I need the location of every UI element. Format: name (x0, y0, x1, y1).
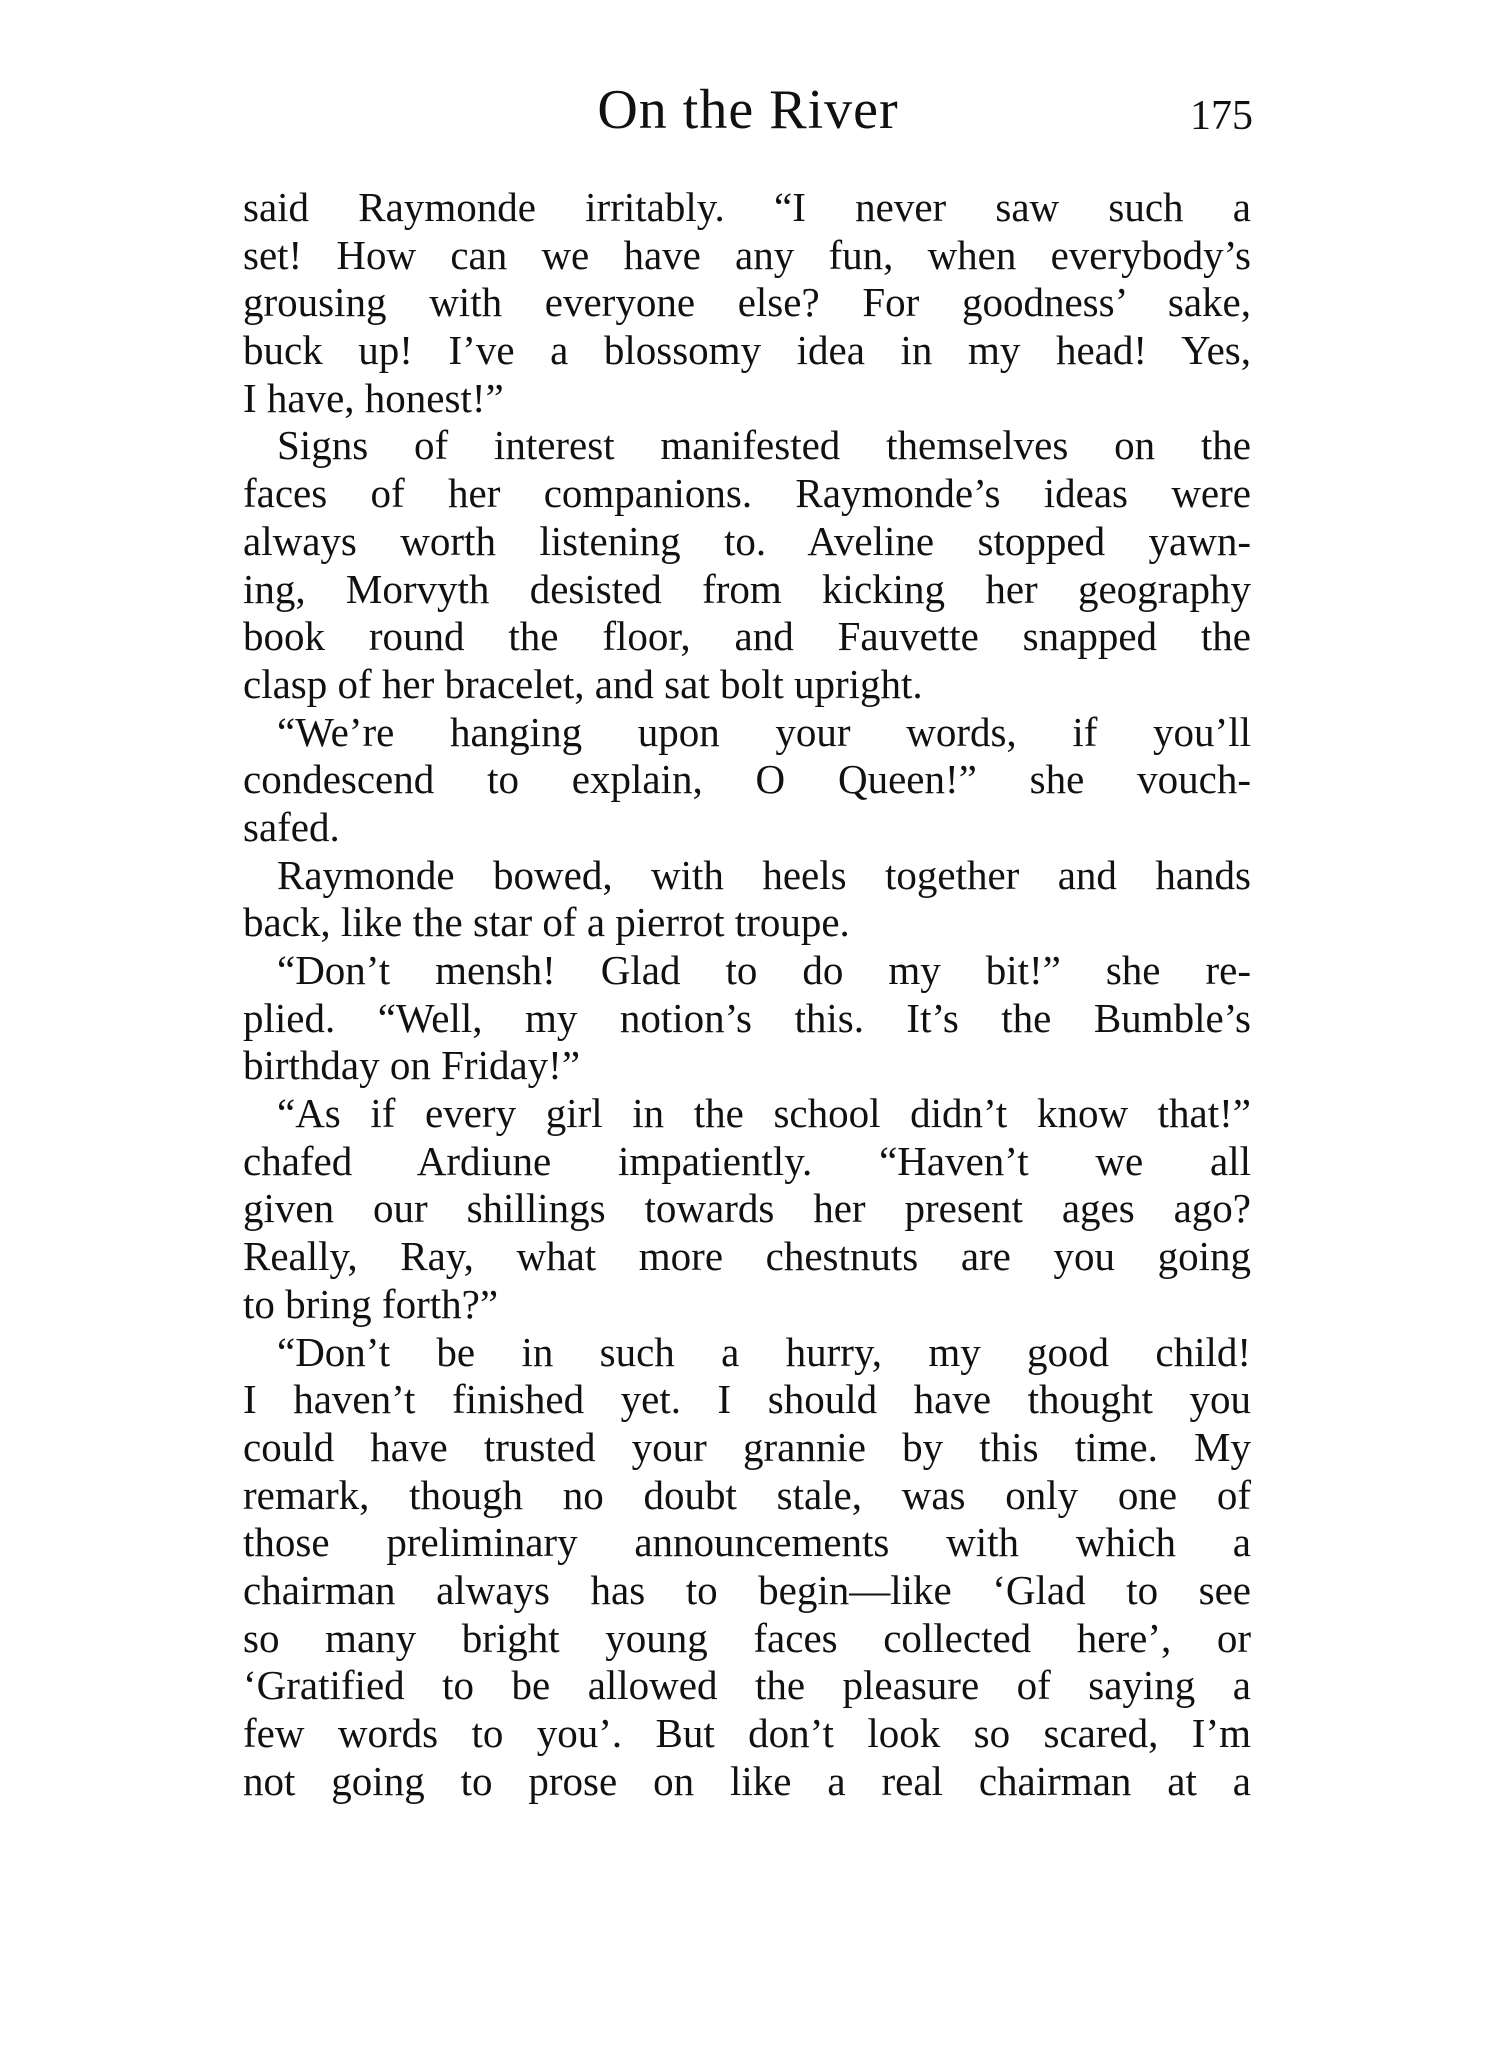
text-line: grousing with everyone else? For goodness’ sake, (243, 279, 1251, 326)
text-line: Signs of interest manifested themselves on the (277, 422, 1251, 469)
text-line: chairman always has to begin—like ‘Glad to see (243, 1566, 1251, 1613)
running-title: On the River (597, 79, 899, 141)
text-line: given our shillings towards her present ages ago? (243, 1185, 1251, 1232)
text-line: could have trusted your grannie by this time. My (243, 1423, 1251, 1470)
text-line: always worth listening to. Aveline stopped yawn- (243, 517, 1251, 564)
text-line: ing, Morvyth desisted from kicking her geography (243, 565, 1251, 612)
text-line: chafed Ardiune impatiently. “Haven’t we all (243, 1137, 1251, 1184)
text-line: those preliminary announcements with which a (243, 1519, 1251, 1566)
text-line: not going to prose on like a real chairman at a (243, 1757, 1251, 1804)
text-line: set! How can we have any fun, when everybody’s (243, 231, 1251, 278)
text-line: I haven’t finished yet. I should have thought you (243, 1376, 1251, 1423)
text-line: “As if every girl in the school didn’t know that!” (277, 1090, 1251, 1137)
text-line: so many bright young faces collected here’, or (243, 1614, 1251, 1661)
text-line: plied. “Well, my notion’s this. It’s the Bumble’s (243, 994, 1251, 1041)
text-line: “Don’t be in such a hurry, my good child! (277, 1328, 1251, 1375)
page-number: 175 (1190, 93, 1253, 139)
text-line: clasp of her bracelet, and sat bolt upright. (243, 660, 923, 707)
text-line: Raymonde bowed, with heels together and hands (277, 851, 1251, 898)
text-line: said Raymonde irritably. “I never saw such a (243, 184, 1251, 230)
text-line: “Don’t mensh! Glad to do my bit!” she re- (277, 947, 1251, 993)
text-line: buck up! I’ve a blossomy idea in my head! Yes, (243, 327, 1251, 374)
text-line: “We’re hanging upon your words, if you’ll (277, 708, 1251, 755)
text-line: book round the floor, and Fauvette snapped the (243, 613, 1251, 660)
text-line: to bring forth?” (243, 1280, 499, 1327)
text-line: back, like the star of a pierrot troupe. (243, 899, 850, 946)
text-line: faces of her companions. Raymonde’s ideas were (243, 470, 1251, 517)
text-line: birthday on Friday!” (243, 1042, 581, 1089)
body-text (243, 184, 1251, 1805)
text-line: remark, though no doubt stale, was only one of (243, 1471, 1251, 1518)
text-line: I have, honest!” (243, 374, 504, 421)
text-line: Really, Ray, what more chestnuts are you going (243, 1233, 1251, 1280)
text-line: few words to you’. But don’t look so scared, I’m (243, 1710, 1251, 1756)
page-header (243, 78, 1253, 148)
text-line: condescend to explain, O Queen!” she vouch- (243, 756, 1251, 803)
text-line: safed. (243, 803, 340, 850)
text-line: ‘Gratified to be allowed the pleasure of saying a (243, 1662, 1251, 1709)
